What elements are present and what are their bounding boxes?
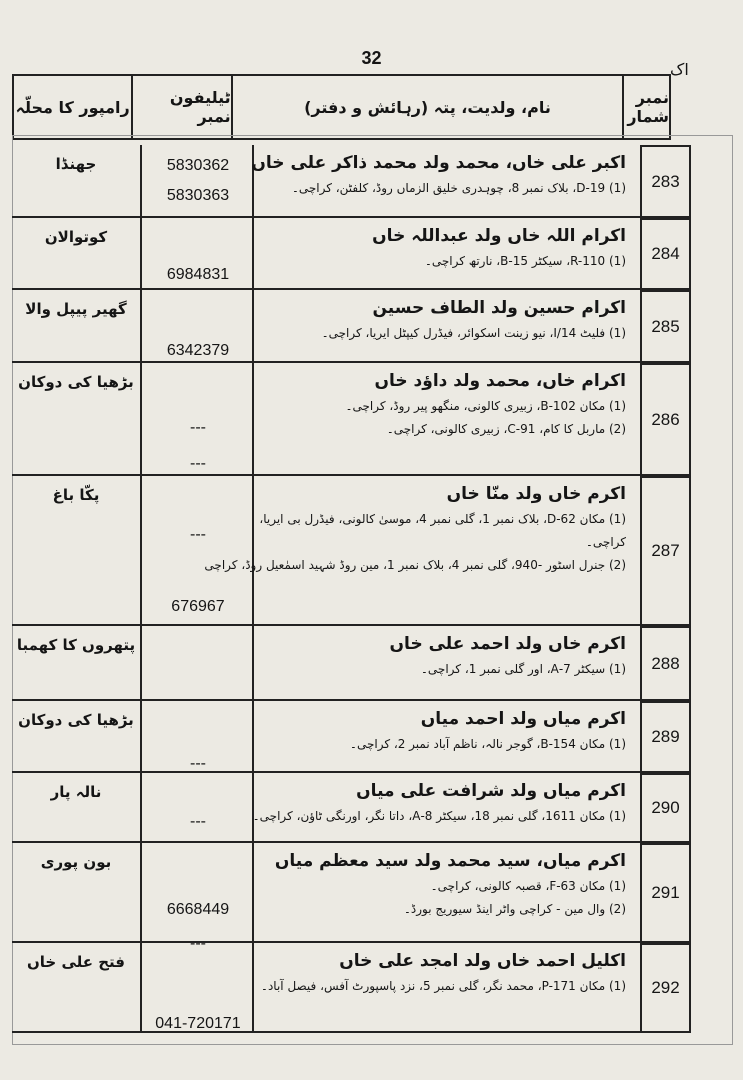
address-line: (1) مکان D-62، بلاک نمبر 1، گلی نمبر 4، موسیٰ کالونی، فیڈرل بی ایریا، (259, 512, 626, 526)
person-name: اکبر علی خاں، محمد ولد محمد ذاکر علی خاں (251, 153, 626, 173)
person-name: اکرام حسین ولد الطاف حسین (372, 298, 626, 318)
name-address-cell (254, 701, 634, 773)
mohalla-cell: کوتوالان (12, 218, 142, 290)
person-name: اکرم خاں ولد منّا خاں (446, 484, 626, 504)
mohalla-cell: گھیر پیپل والا (12, 290, 142, 363)
address-line: (1) مکان 1611، گلی نمبر 18، سیکٹر 8-A، داتا نگر، اورنگی ٹاؤن، کراچی۔ (252, 809, 626, 823)
mohalla-cell: فتح علی خاں (12, 943, 142, 1033)
phone-cell (142, 843, 254, 952)
phone-cell (142, 701, 254, 773)
address-line: (1) سیکٹر 7-A، اور گلی نمبر 1، کراچی۔ (420, 662, 626, 676)
address-line: (1) 19-D، بلاک نمبر 8، چوہدری خلیق الزماں روڈ، کلفٹن، کراچی۔ (291, 181, 626, 195)
person-name: اکرم میاں، سید محمد ولد سید معظم میاں (274, 851, 626, 871)
phone-cell (142, 773, 254, 843)
phone-number: 041-720171 (155, 1015, 241, 1032)
serial-number: 283 (640, 145, 691, 218)
serial-number: 292 (640, 943, 691, 1033)
mohalla-cell: پتھروں کا کھمبا (12, 626, 142, 701)
name-address-cell (254, 943, 634, 1033)
serial-number: 288 (640, 626, 691, 701)
header-mohalla: رامپور کا محلّہ (15, 97, 130, 117)
table-row (12, 476, 680, 626)
phone-number: --- (190, 755, 206, 772)
person-name: اکرم میاں ولد احمد میاں (420, 709, 626, 729)
phone-cell (142, 290, 254, 363)
header-name: نام، ولدیت، پتہ (رہائش و دفتر) (231, 76, 623, 138)
address-line: (2) وال مین - کراچی واٹر اینڈ سیوریج بورڈ۔ (403, 902, 626, 916)
phone-cell (142, 363, 254, 476)
address-line: (1) مکان B-102، زبیری کالونی، منگھو پیر روڈ، کراچی۔ (345, 399, 626, 413)
person-name: اکرم خاں ولد احمد علی خاں (389, 634, 626, 654)
address-line: (2) جنرل اسٹور -940، گلی نمبر 4، بلاک نمبر 1، مین روڈ شہید اسمٰعیل روڈ، کراچی (204, 558, 626, 572)
phone-number: 6984831 (166, 266, 230, 283)
phone-number: --- (190, 455, 206, 472)
table-row (12, 773, 680, 843)
person-name: اکرام خاں، محمد ولد داؤد خاں (374, 371, 626, 391)
table-row (12, 626, 680, 701)
table-header (12, 74, 671, 140)
address-line: (2) ماربل کا کام، C-91، زبیری کالونی، کراچی۔ (386, 422, 626, 436)
mohalla-cell: نالہ پار (12, 773, 142, 843)
serial-number: 287 (640, 476, 691, 626)
phone-number: 676967 (171, 598, 225, 615)
serial-number: 290 (640, 773, 691, 843)
address-line: (1) R-110، سیکٹر 15-B، نارتھ کراچی۔ (424, 254, 626, 268)
phone-cell (142, 476, 254, 626)
mohalla-cell: جھنڈا (12, 145, 142, 218)
phone-number: 6668449 (166, 901, 230, 918)
serial-number: 285 (640, 290, 691, 363)
phone-number: 6342379 (166, 342, 230, 359)
table-row (12, 290, 680, 363)
address-line: (1) فلیٹ 14/I، نیو زینت اسکوائر، فیڈرل کیپٹل ایریا، کراچی۔ (321, 326, 626, 340)
phone-number: 5830362 (166, 157, 230, 174)
name-address-cell (254, 773, 634, 843)
phone-number: --- (190, 813, 206, 830)
person-name: اکرم میاں ولد شرافت علی میاں (356, 781, 626, 801)
corner-letter: اک (670, 60, 689, 79)
phone-cell (142, 218, 254, 290)
serial-number: 289 (640, 701, 691, 773)
table-row (12, 363, 680, 476)
serial-number: 286 (640, 363, 691, 476)
mohalla-cell: بڑھیا کی دوکان (12, 701, 142, 773)
name-address-cell (254, 626, 634, 701)
name-address-cell (254, 218, 634, 290)
table-row (12, 145, 680, 218)
name-address-cell (254, 843, 634, 943)
serial-number: 284 (640, 218, 691, 290)
phone-cell (142, 943, 254, 1033)
person-name: اکرام اللہ خاں ولد عبداللہ خاں (372, 226, 626, 246)
table-row (12, 943, 680, 1033)
mohalla-cell: پکّا باغ (12, 476, 142, 626)
address-line: (1) مکان P-171، محمد نگر، گلی نمبر 5، نزد پاسپورٹ آفس، فیصل آباد۔ (260, 979, 626, 993)
phone-number: 5830363 (166, 187, 230, 204)
phone-number: --- (190, 526, 206, 543)
table-row (12, 701, 680, 773)
address-line: (1) مکان F-63، قصبہ کالونی، کراچی۔ (430, 879, 626, 893)
name-address-cell (254, 290, 634, 363)
phone-cell (142, 145, 254, 218)
person-name: اکلیل احمد خاں ولد امجد علی خاں (339, 951, 626, 971)
phone-number: --- (190, 419, 206, 436)
header-phone: ٹیلیفون نمبر (131, 76, 230, 138)
row-divider (12, 1031, 640, 1033)
header-number: نمبر شمار (622, 76, 669, 138)
phone-cell (142, 626, 254, 701)
mohalla-cell: بڑھیا کی دوکان (12, 363, 142, 476)
address-line: (1) مکان B-154، گوجر نالہ، ناظم آباد نمبر 2، کراچی۔ (349, 737, 626, 751)
serial-number: 291 (640, 843, 691, 943)
name-address-cell (204, 476, 634, 626)
name-address-cell (251, 145, 634, 218)
name-address-cell (254, 363, 634, 476)
page-number: 32 (361, 48, 382, 68)
table-row (12, 218, 680, 290)
mohalla-cell: بون پوری (12, 843, 142, 943)
table-row (12, 843, 680, 952)
address-line: کراچی۔ (585, 535, 626, 549)
phone-number: --- (190, 935, 206, 952)
